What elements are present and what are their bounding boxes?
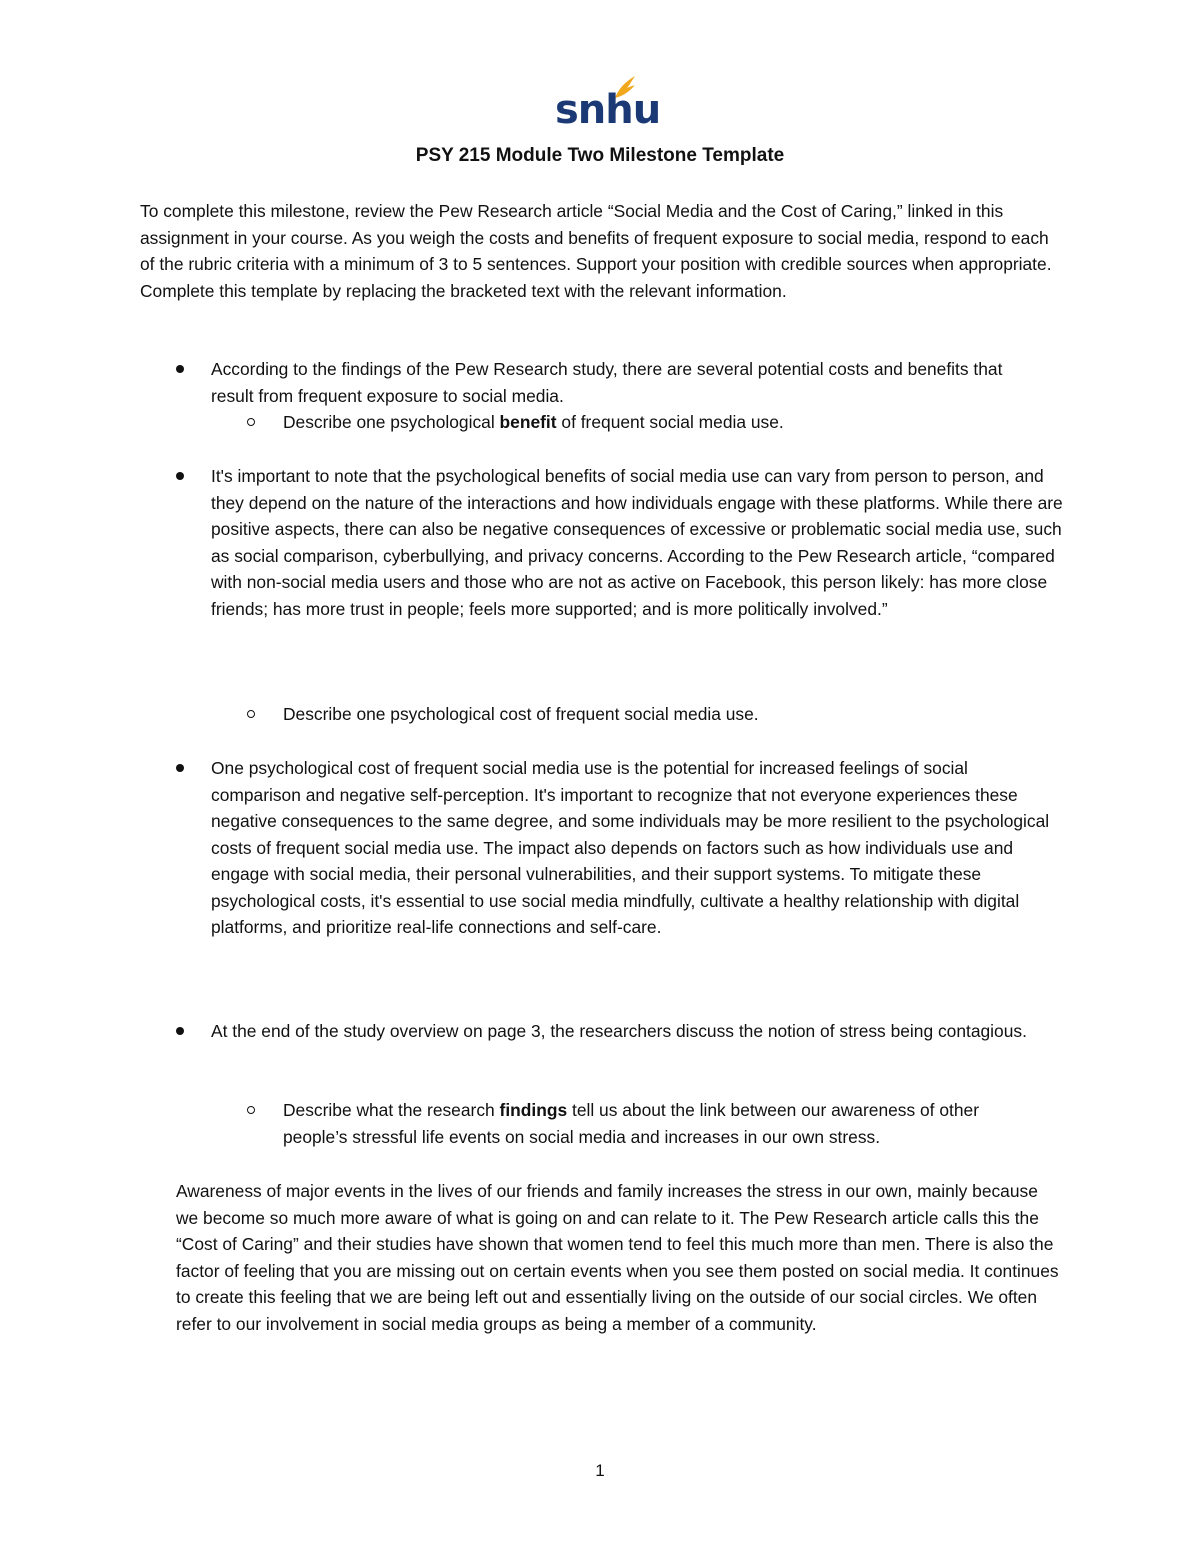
sub-bullet-marker (247, 418, 255, 426)
snhu-logo (555, 74, 661, 134)
sub-item-text: Describe what the research (283, 1100, 500, 1120)
answer-paragraph: Awareness of major events in the lives of our friends and family increases the stress in our own, mainly because we become so much more aware of what is going on and can relate to it. The Pew Research article calls this the “Cost of Caring” and their studies have shown that women tend to feel this much more than men. There is also the factor of feeling that you are missing out on certain events when you see them posted on social media. It continues to create this feeling that we are being left out and essentially living on the outside of our social circles. We often refer to our involvement in social media groups as being a member of a community. (176, 1181, 1059, 1334)
sub-item-cost: Describe one psychological cost of frequent social media use. (283, 704, 759, 724)
sub-bullet-marker (247, 710, 255, 718)
sub-item-bold: benefit (499, 412, 557, 432)
bullet-marker (176, 764, 184, 772)
page-number: 1 (595, 1461, 605, 1480)
sub-item-findings (283, 1097, 1028, 1150)
sub-item-text: of frequent social media use. (556, 412, 784, 432)
bullet-item-1: According to the findings of the Pew Research study, there are several potential costs and benefits that result from frequent exposure to social media. (211, 359, 1003, 406)
intro-paragraph: To complete this milestone, review the Pew Research article “Social Media and the Cost of Caring,” linked in this assignment in your course. As you weigh the costs and benefits of frequent exposure to social media, respond to each of the rubric criteria with a minimum of 3 to 5 sentences. Support your position with credible sources when appropriate. Complete this template by replacing the bracketed text with the relevant information. (140, 201, 1052, 301)
sub-bullet-marker (247, 1106, 255, 1114)
sub-item-bold: findings (499, 1100, 568, 1120)
bullet-marker (176, 365, 184, 373)
page-title: PSY 215 Module Two Milestone Template (415, 145, 785, 166)
sub-item-text: tell us about the link between our awareness of other people’s stressful life events on social media and increases in our own stress. (283, 1100, 979, 1147)
bullet-item-2: It's important to note that the psychological benefits of social media use can vary from person to person, and they depend on the nature of the interactions and how individuals engage with these platforms. While there are positive aspects, there can also be negative consequences of excessive or problematic social media use, such as social comparison, cyberbullying, and privacy concerns. According to the Pew Research article, “compared with non-social media users and those who are not as active on Facebook, this person likely: has more close friends; has more trust in people; feels more supported; and is more politically involved.” (211, 466, 1063, 619)
logo-text: snhu (555, 87, 661, 133)
bullet-marker (176, 1027, 184, 1035)
bullet-marker (176, 472, 184, 480)
sub-item-text: Describe one psychological (283, 412, 500, 432)
bullet-item-3: One psychological cost of frequent social media use is the potential for increased feelings of social comparison and negative self-perception. It's important to recognize that not everyone experiences these negative consequences to the same degree, and some individuals may be more resilient to the psychological costs of frequent social media use. The impact also depends on factors such as how individuals use and engage with social media, their personal vulnerabilities, and their support systems. To mitigate these psychological costs, it's essential to use social media mindfully, cultivate a healthy relationship with digital platforms, and prioritize real-life connections and self-care. (211, 758, 1050, 937)
sub-item-benefit (283, 409, 1023, 436)
bullet-item-4: At the end of the study overview on page 3, the researchers discuss the notion of stress being contagious. (211, 1021, 1027, 1041)
